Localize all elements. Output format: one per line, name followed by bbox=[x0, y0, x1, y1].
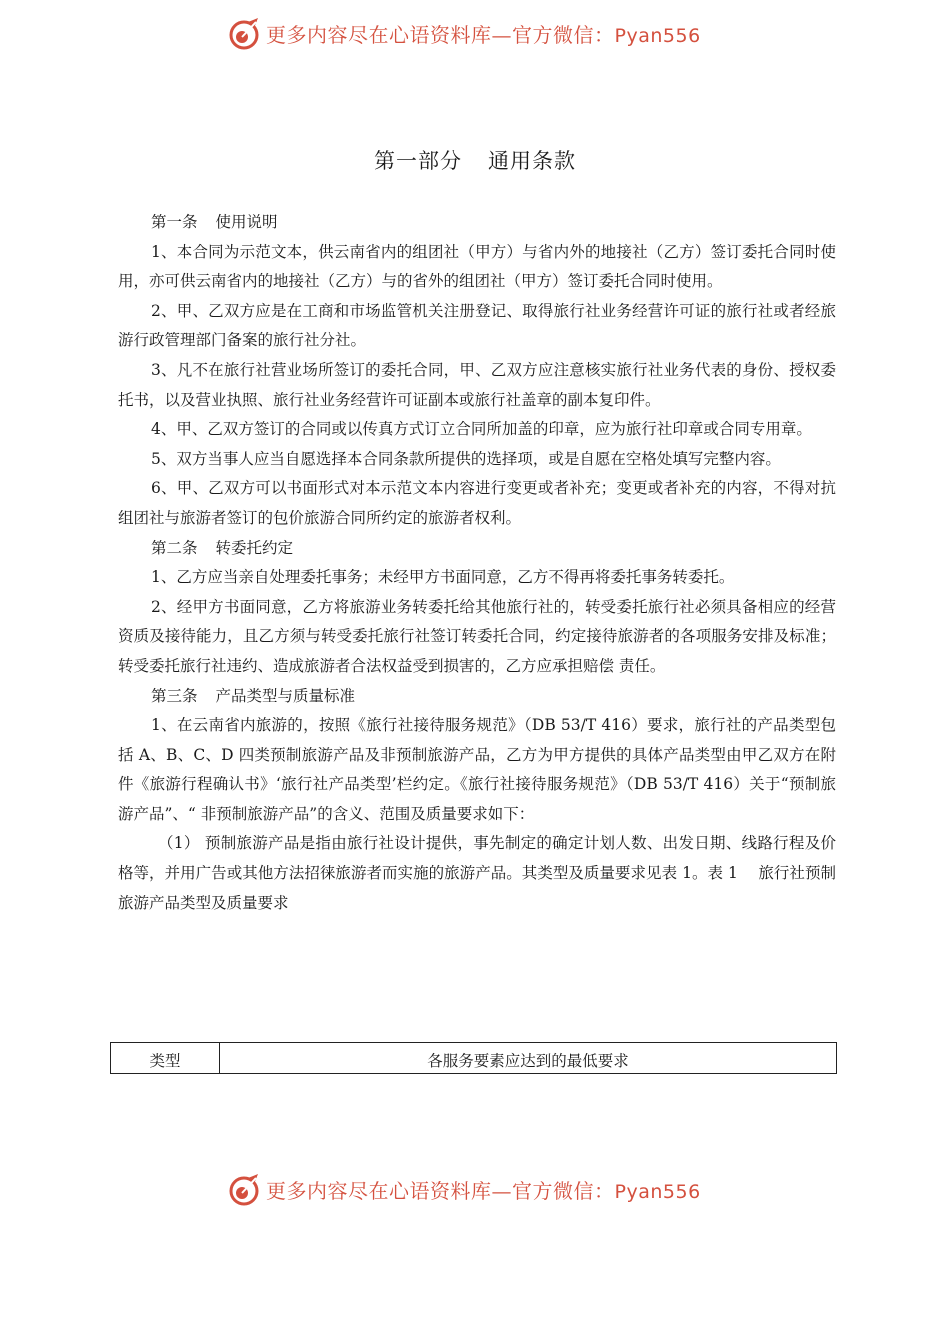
banner-text bbox=[266, 1178, 701, 1205]
banner-wechat-id: Pyan556 bbox=[614, 25, 701, 47]
paragraph-2-2: 2、经甲方书面同意，乙方将旅游业务转委托给其他旅行社的，转受委托旅行社必须具备相应的经营资质及接待能力，且乙方须与转受委托旅行社签订转委托合同，约定接待旅游者的各项服务安排及标准；转受委托旅行社违约、造成旅游者合法权益受到损害的，乙方应承担赔偿 责任。 bbox=[118, 597, 836, 675]
banner-slogan: 更多内容尽在心语资料库—官方微信： bbox=[266, 1179, 615, 1203]
paragraph-3-1-1: （1） 预制旅游产品是指由旅行社设计提供，事先制定的确定计划人数、出发日期、线路行程及价格等，并用广告或其他方法招徕旅游者而实施的旅游产品。其类型及质量要求见表 1。表 1 旅行社预制旅游产品类型及质量要求 bbox=[118, 834, 836, 912]
article-1-number: 第一条 bbox=[151, 213, 198, 231]
paragraph-1-3: 3、凡不在旅行社营业场所签订的委托合同，甲、乙双方应注意核实旅行社业务代表的身份、授权委托书，以及营业执照、旅行社业务经营许可证副本或旅行社盖章的副本复印件。 bbox=[118, 360, 836, 409]
watermark-banner-bottom bbox=[0, 1172, 950, 1212]
paragraph-1-2: 2、甲、乙双方应是在工商和市场监管机关注册登记、取得旅行社业务经营许可证的旅行社或者经旅游行政管理部门备案的旅行社分社。 bbox=[118, 301, 836, 350]
logo-icon bbox=[226, 16, 262, 52]
paragraph-1-6: 6、甲、乙双方可以书面形式对本示范文本内容进行变更或者补充；变更或者补充的内容，不得对抗组团社与旅游者签订的包价旅游合同所约定的旅游者权利。 bbox=[118, 479, 836, 527]
article-3-name: 产品类型与质量标准 bbox=[215, 686, 356, 705]
paragraph-3-1: 1、在云南省内旅游的，按照《旅行社接待服务规范》（DB 53/T 416）要求，旅行社的产品类型包括 A、B、C、D 四类预制旅游产品及非预制旅游产品，乙方为甲方提供的具体产品类型由甲乙双方在附件《旅游行程确认书》‘旅行社产品类型’栏约定。《旅行社接待服务规范》（DB 53/T 416）关于“预制旅游产品”、“ 非预制旅游产品”的含义、范围及质量要求如下： bbox=[118, 716, 836, 823]
table-header-type: 类型 bbox=[111, 1043, 220, 1073]
title-part: 第一部分 bbox=[374, 149, 462, 173]
article-1-name: 使用说明 bbox=[215, 213, 278, 231]
banner-text bbox=[266, 22, 701, 49]
table-header-requirements: 各服务要素应达到的最低要求 bbox=[427, 1052, 629, 1070]
logo-icon bbox=[226, 1172, 262, 1208]
article-2-name: 转委托约定 bbox=[215, 538, 294, 557]
article-2-heading bbox=[118, 534, 836, 564]
banner-wechat-id: Pyan556 bbox=[614, 1181, 701, 1203]
paragraph-1-5: 5、双方当事人应当自愿选择本合同条款所提供的选择项，或是自愿在空格处填写完整内容。 bbox=[151, 449, 781, 468]
paragraph-1-4: 4、甲、乙双方签订的合同或以传真方式订立合同所加盖的印章，应为旅行社印章或合同专用章。 bbox=[151, 420, 812, 439]
article-3-number: 第三条 bbox=[151, 686, 198, 705]
article-2-number: 第二条 bbox=[151, 538, 198, 557]
article-3-heading bbox=[118, 682, 836, 712]
paragraph-2-1: 1、乙方应当亲自处理委托事务；未经甲方书面同意，乙方不得再将委托事务转委托。 bbox=[151, 568, 735, 587]
article-1-heading bbox=[118, 208, 836, 238]
paragraph-1-1: 1、本合同为示范文本，供云南省内的组团社（甲方）与省内外的地接社（乙方）签订委托合同时使用，亦可供云南省内的地接社（乙方）与的省外的组团社（甲方）签订委托合同时使用。 bbox=[118, 242, 836, 291]
title-name: 通用条款 bbox=[488, 149, 576, 173]
product-type-table bbox=[110, 1042, 837, 1074]
banner-slogan: 更多内容尽在心语资料库—官方微信： bbox=[266, 23, 615, 47]
watermark-banner-top bbox=[0, 16, 950, 56]
page-title bbox=[0, 146, 950, 176]
document-body bbox=[118, 208, 836, 918]
